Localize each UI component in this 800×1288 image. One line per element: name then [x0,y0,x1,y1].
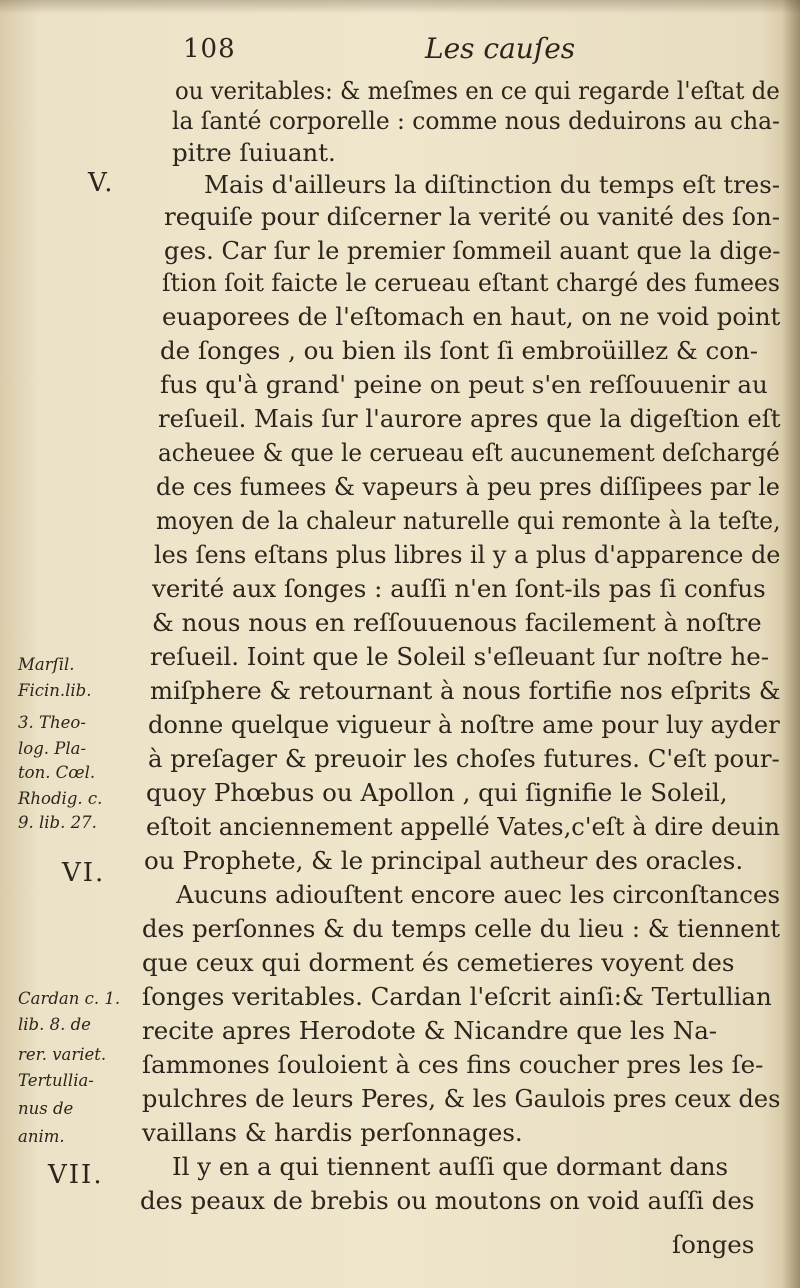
margin-note-line: Ficin.lib. [18,681,92,700]
text-line: pitre ſuiuant. [172,138,336,167]
text-line: ſtion ſoit faicte le cerueau eſtant chargé des fumees [162,268,780,297]
text-line: & nous nous en reſſouuenous facilement à noſtre [152,608,762,637]
margin-note-line: 3. Theo- [18,713,86,732]
section-number-vii: VII. [48,1160,104,1190]
text-line: ſonges veritables. Cardan l'eſcrit ainſi:& Tertullian [142,982,772,1011]
text-line: eſtoit anciennement appellé Vates,c'eſt à dire deuin [146,812,780,841]
margin-note-line: nus de [18,1099,74,1118]
margin-note-line: anim. [18,1127,65,1146]
text-line: de ſonges , ou bien ils ſont ſi embroüillez & con- [160,336,759,365]
margin-note-line: Rhodig. c. [18,789,103,808]
text-line: ou Prophete, & le principal autheur des oracles. [144,846,744,875]
text-line: de ces fumees & vapeurs à peu pres diſſipees par le [156,472,780,501]
text-line: ges. Car ſur le premier ſommeil auant que la dige- [164,236,781,265]
margin-note-line: Tertullia- [18,1071,94,1090]
catchword: ſonges [672,1230,755,1259]
text-line: des perſonnes & du temps celle du lieu : & tiennent [142,914,781,943]
text-line: fus qu'à grand' peine on peut s'en reſſouuenir au [160,370,768,399]
text-line: requiſe pour diſcerner la verité ou vanité des ſon- [164,202,781,231]
binding-shadow [782,0,800,1288]
text-line: pulchres de leurs Peres, & les Gaulois pres ceux des [142,1084,781,1113]
text-line: verité aux ſonges : auſſi n'en ſont-ils pas ſi confus [152,574,766,603]
text-line: Il y en a qui tiennent auſſi que dormant dans [172,1152,729,1181]
text-line: ſammones ſouloient à ces fins coucher pres les ſe- [142,1050,764,1079]
text-line: Mais d'ailleurs la diſtinction du temps eſt tres- [204,170,781,199]
text-line: moyen de la chaleur naturelle qui remonte à la teſte, [156,506,781,535]
margin-note-line: rer. variet. [18,1045,107,1064]
text-line: Aucuns adiouſtent encore auec les circonſtances [176,880,781,909]
text-line: des peaux de brebis ou moutons on void auſſi des [140,1186,755,1215]
margin-note-line: Cardan c. 1. [18,989,121,1008]
text-line: reſueil. Ioint que le Soleil s'eſleuant ſur noſtre he- [150,642,770,671]
text-line: que ceux qui dorment és cemetieres voyent des [142,948,735,977]
text-line: la ſanté corporelle : comme nous deduirons au cha- [172,106,780,135]
text-line: donne quelque vigueur à noſtre ame pour luy ayder [148,710,780,739]
section-number-vi: VI. [62,858,106,888]
margin-note-line: Marſil. [18,655,75,674]
text-line: quoy Phœbus ou Apollon , qui ſignifie le Soleil, [146,778,728,807]
text-line: miſphere & retournant à nous fortifie nos eſprits & [150,676,781,705]
text-line: les ſens eſtans plus libres il y a plus d'apparence de [154,540,781,569]
section-number-v: V. [88,168,115,198]
text-line: à preſager & preuoir les choſes futures. C'eſt pour- [148,744,780,773]
margin-note-line: 9. lib. 27. [18,813,97,832]
text-line: recite apres Herodote & Nicandre que les Na- [142,1016,718,1045]
text-line: vaillans & hardis perſonnages. [142,1118,523,1147]
page-top-shadow [0,0,800,14]
text-line: acheuee & que le cerueau eſt aucunement deſchargé [158,438,780,467]
text-line: reſueil. Mais ſur l'aurore apres que la digeſtion eſt [158,404,781,433]
page-number: 108 [183,34,236,64]
text-line: euaporees de l'eſtomach en haut, on ne void point [162,302,781,331]
margin-note-line: lib. 8. de [18,1015,91,1034]
text-line: ou veritables: & meſmes en ce qui regarde l'eſtat de [175,76,780,105]
page-header [175,30,775,70]
margin-note-line: ton. Cœl. [18,763,96,782]
running-title: Les cauſes [425,32,576,65]
margin-note-line: log. Pla- [18,739,87,758]
